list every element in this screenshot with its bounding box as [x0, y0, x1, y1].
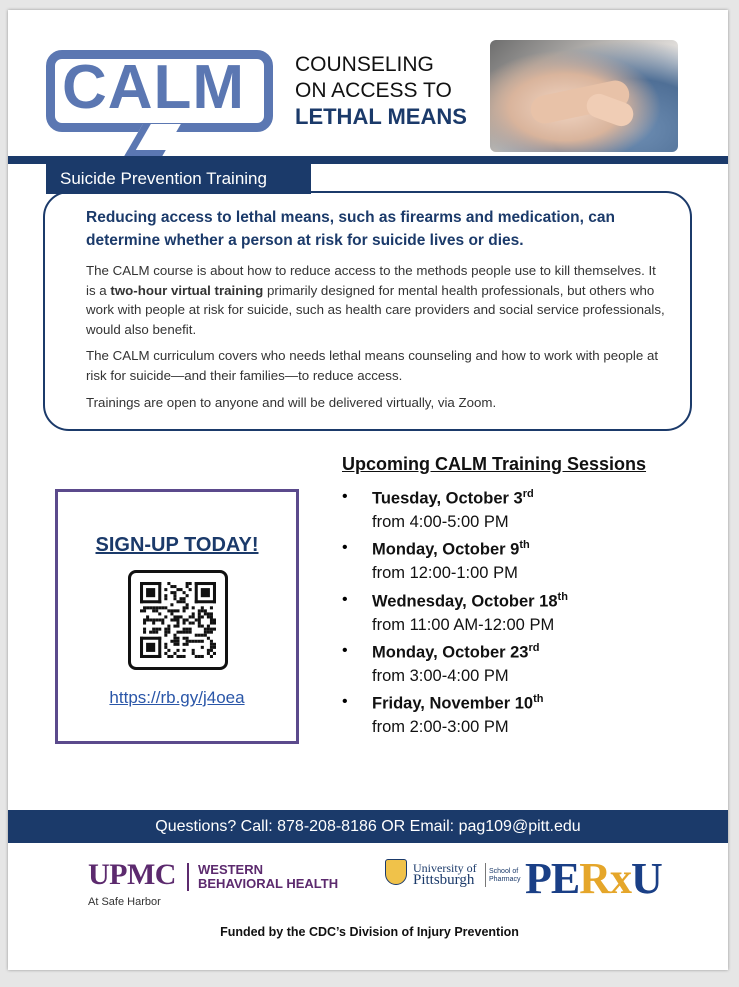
pitt-school-line-1: School of: [489, 868, 519, 875]
p1-text-a: The CALM course is about how to reduce access to the methods people use to kill themselves. It is a: [86, 263, 656, 298]
signup-box: [55, 489, 299, 744]
header-line-3: LETHAL MEANS: [295, 104, 467, 129]
upmc-harbor: At Safe Harbor: [88, 896, 161, 908]
bullet: •: [342, 591, 348, 608]
header-line-1: COUNSELING: [295, 53, 434, 76]
session-time: from 12:00-1:00 PM: [372, 564, 518, 582]
session-time: from 11:00 AM-12:00 PM: [372, 616, 555, 634]
info-paragraph-1: [86, 261, 666, 339]
session-time: from 4:00-5:00 PM: [372, 513, 509, 531]
header-photo: [490, 40, 678, 152]
header-line-2: ON ACCESS TO: [295, 79, 452, 102]
pitt-seal-icon: [385, 859, 407, 885]
header-divider-bar: [8, 156, 728, 164]
upmc-subtitle: [198, 863, 338, 891]
bullet: •: [342, 693, 348, 710]
session-day: Friday, November 10th: [372, 693, 544, 713]
funded-note: Funded by the CDC’s Division of Injury Prevention: [220, 925, 519, 939]
pitt-school-line-2: Pharmacy: [489, 876, 521, 883]
info-paragraph-2: The CALM curriculum covers who needs lethal means counseling and how to work with people at risk for suicide—and their families—to reduce access.: [86, 348, 659, 383]
p1-text-b: primarily designed for mental health professionals, but others who work with people at risk for suicide, such as health care providers and social service professionals, would also benefit.: [86, 282, 665, 337]
qr-code-icon[interactable]: [140, 582, 216, 658]
session-day: Monday, October 9th: [372, 539, 530, 559]
upmc-subtitle-line-1: WESTERN: [198, 862, 263, 877]
upmc-subtitle-line-2: BEHAVIORAL HEALTH: [198, 876, 339, 891]
p1-bold-text: two-hour virtual training: [110, 282, 264, 298]
session-time: from 3:00-4:00 PM: [372, 667, 509, 685]
pitt-divider: [485, 863, 486, 887]
peru-logo: PERxU: [525, 854, 662, 903]
header-title: [295, 52, 467, 130]
pitt-name: [413, 862, 477, 886]
signup-title: SIGN-UP TODAY!: [95, 534, 259, 556]
signup-link[interactable]: https://rb.gy/j4oea: [109, 688, 245, 707]
session-time: from 2:00-3:00 PM: [372, 718, 509, 736]
pitt-school: [489, 868, 521, 884]
bullet: •: [342, 642, 348, 659]
info-paragraph-3: Trainings are open to anyone and will be delivered virtually, via Zoom.: [86, 395, 497, 410]
qr-code-frame[interactable]: [128, 570, 228, 670]
section-tab: Suicide Prevention Training: [46, 164, 311, 194]
info-lead: Reducing access to lethal means, such as firearms and medication, can determine whether a person at risk for suicide lives or dies.: [86, 209, 615, 249]
session-day: Wednesday, October 18th: [372, 591, 568, 611]
upmc-divider: [187, 863, 189, 891]
bullet: •: [342, 539, 348, 556]
contact-bar: Questions? Call: 878-208-8186 OR Email: pag109@pitt.edu: [8, 810, 728, 843]
session-day: Tuesday, October 3rd: [372, 488, 534, 508]
pitt-name-line-2: Pittsburgh: [413, 872, 475, 888]
sessions-title: Upcoming CALM Training Sessions: [342, 454, 647, 474]
pitt-name-line-1: University of: [413, 861, 477, 875]
upmc-logo: UPMC: [88, 858, 176, 891]
calm-logo-text: CALM: [62, 53, 246, 122]
bullet: •: [342, 488, 348, 505]
session-day: Monday, October 23rd: [372, 642, 540, 662]
